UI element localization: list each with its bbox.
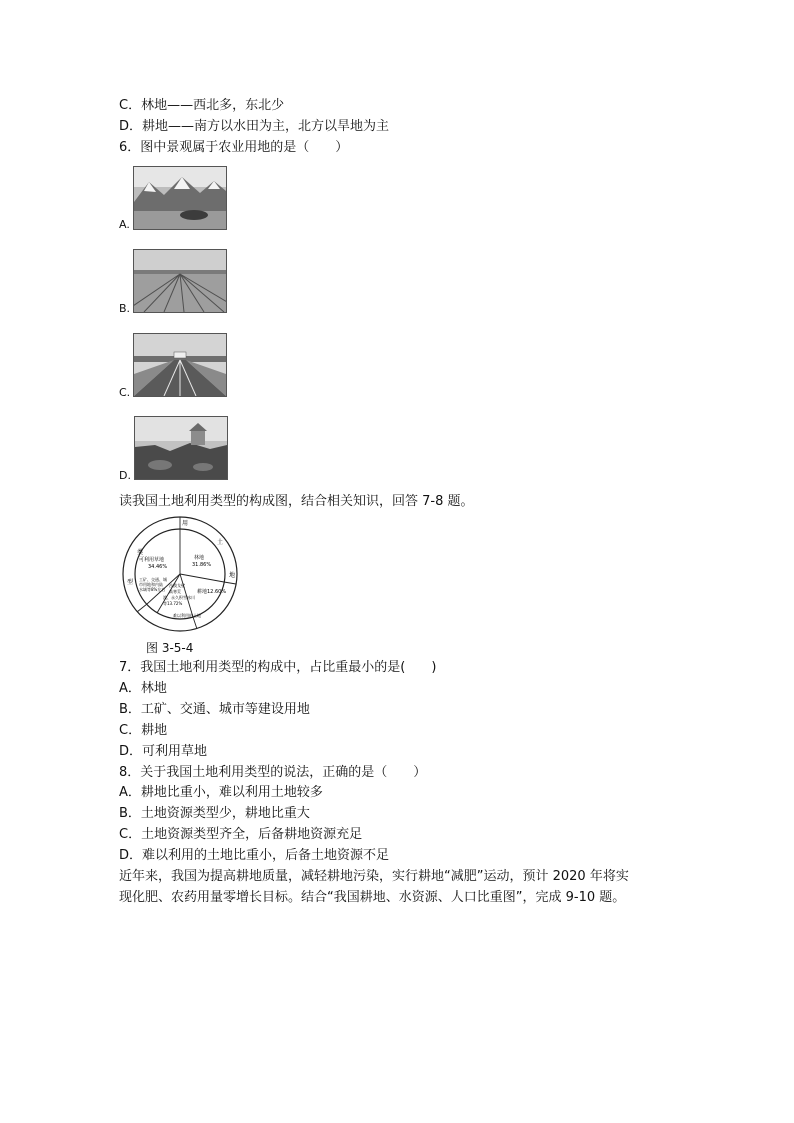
q7-option-a: A．林地 [119, 681, 167, 696]
other-label-4: 漠、永久积雪冰川 [163, 595, 195, 600]
other-label-5: 等13.72% [163, 601, 183, 606]
temple-rock-image [135, 417, 227, 479]
option-a-label: A. [119, 218, 130, 231]
ring-char-left: 类 [137, 549, 144, 556]
option-c-label: C. [119, 386, 131, 399]
q7-option-b: B．工矿、交通、城市等建设用地 [119, 702, 310, 717]
construction-label-1: 工矿、交通、城 [139, 577, 167, 582]
q8-option-a: A．耕地比重小，难以利用土地较多 [119, 785, 323, 800]
photo-option-d [134, 416, 228, 480]
grass-pct: 34.46% [148, 564, 168, 570]
land-use-pie-figure [119, 514, 241, 638]
q7-option-c: C．耕地 [119, 723, 168, 738]
ring-char-top: 用 [182, 520, 189, 527]
intro-9-10-line2: 现化肥、农药用量零增长目标。结合“我国耕地、水资源、人口比重图”，完成 9-10 题。 [119, 890, 626, 905]
other-label-3: 高寒荒 [169, 589, 181, 594]
question-8: 8．关于我国土地利用类型的说法，正确的是（ ） [119, 765, 427, 780]
option-b-label: B. [119, 302, 131, 315]
ring-char-left-bottom: 型 [127, 579, 134, 586]
option-d-text: D．耕地——南方以水田为主，北方以旱地为主 [119, 119, 390, 134]
photo-option-c [133, 333, 227, 397]
q7-option-d: D．可利用草地 [119, 744, 208, 759]
ring-char-right: 地 [229, 572, 236, 579]
grass-label: 可利用草地 [139, 557, 165, 563]
option-c-text: C．林地——西北多，东北少 [119, 98, 285, 113]
q8-option-c: C．土地资源类型齐全，后备耕地资源充足 [119, 827, 363, 842]
q8-option-b: B．土地资源类型少，耕地比重大 [119, 806, 310, 821]
snowy-mountain-image [134, 167, 226, 229]
photo-option-a [133, 166, 227, 230]
intro-7-8: 读我国土地利用类型的构成图，结合相关知识，回答 7-8 题。 [119, 494, 474, 509]
intro-9-10-line1: 近年来，我国为提高耕地质量，减轻耕地污染，实行耕地“减肥”运动，预计 2020 年将实 [119, 869, 629, 884]
forest-pct: 31.86% [192, 562, 212, 568]
forest-label: 林地 [194, 555, 205, 561]
construction-label-2: 市用地和内陆 [139, 582, 163, 587]
other-label-2: 沙漠戈壁 [169, 583, 185, 588]
construction-label-3: 水域等8%左右 [139, 587, 166, 592]
option-d-label: D. [119, 469, 131, 482]
question-7: 7．我国土地利用类型的构成中，占比重最小的是( ) [119, 660, 437, 675]
figure-caption: 图 3-5-4 [146, 641, 194, 655]
q8-option-d: D．难以利用的土地比重小，后备土地资源不足 [119, 848, 390, 863]
ring-char-right-top: 土 [217, 539, 224, 546]
hard-land-label: 难以利用的土地 [173, 613, 201, 618]
highway-image [134, 334, 226, 396]
arable-label: 耕地12.60% [197, 589, 227, 595]
photo-option-b [133, 249, 227, 313]
question-6: 6．图中景观属于农业用地的是（ ） [119, 140, 349, 155]
farmland-image [134, 250, 226, 312]
